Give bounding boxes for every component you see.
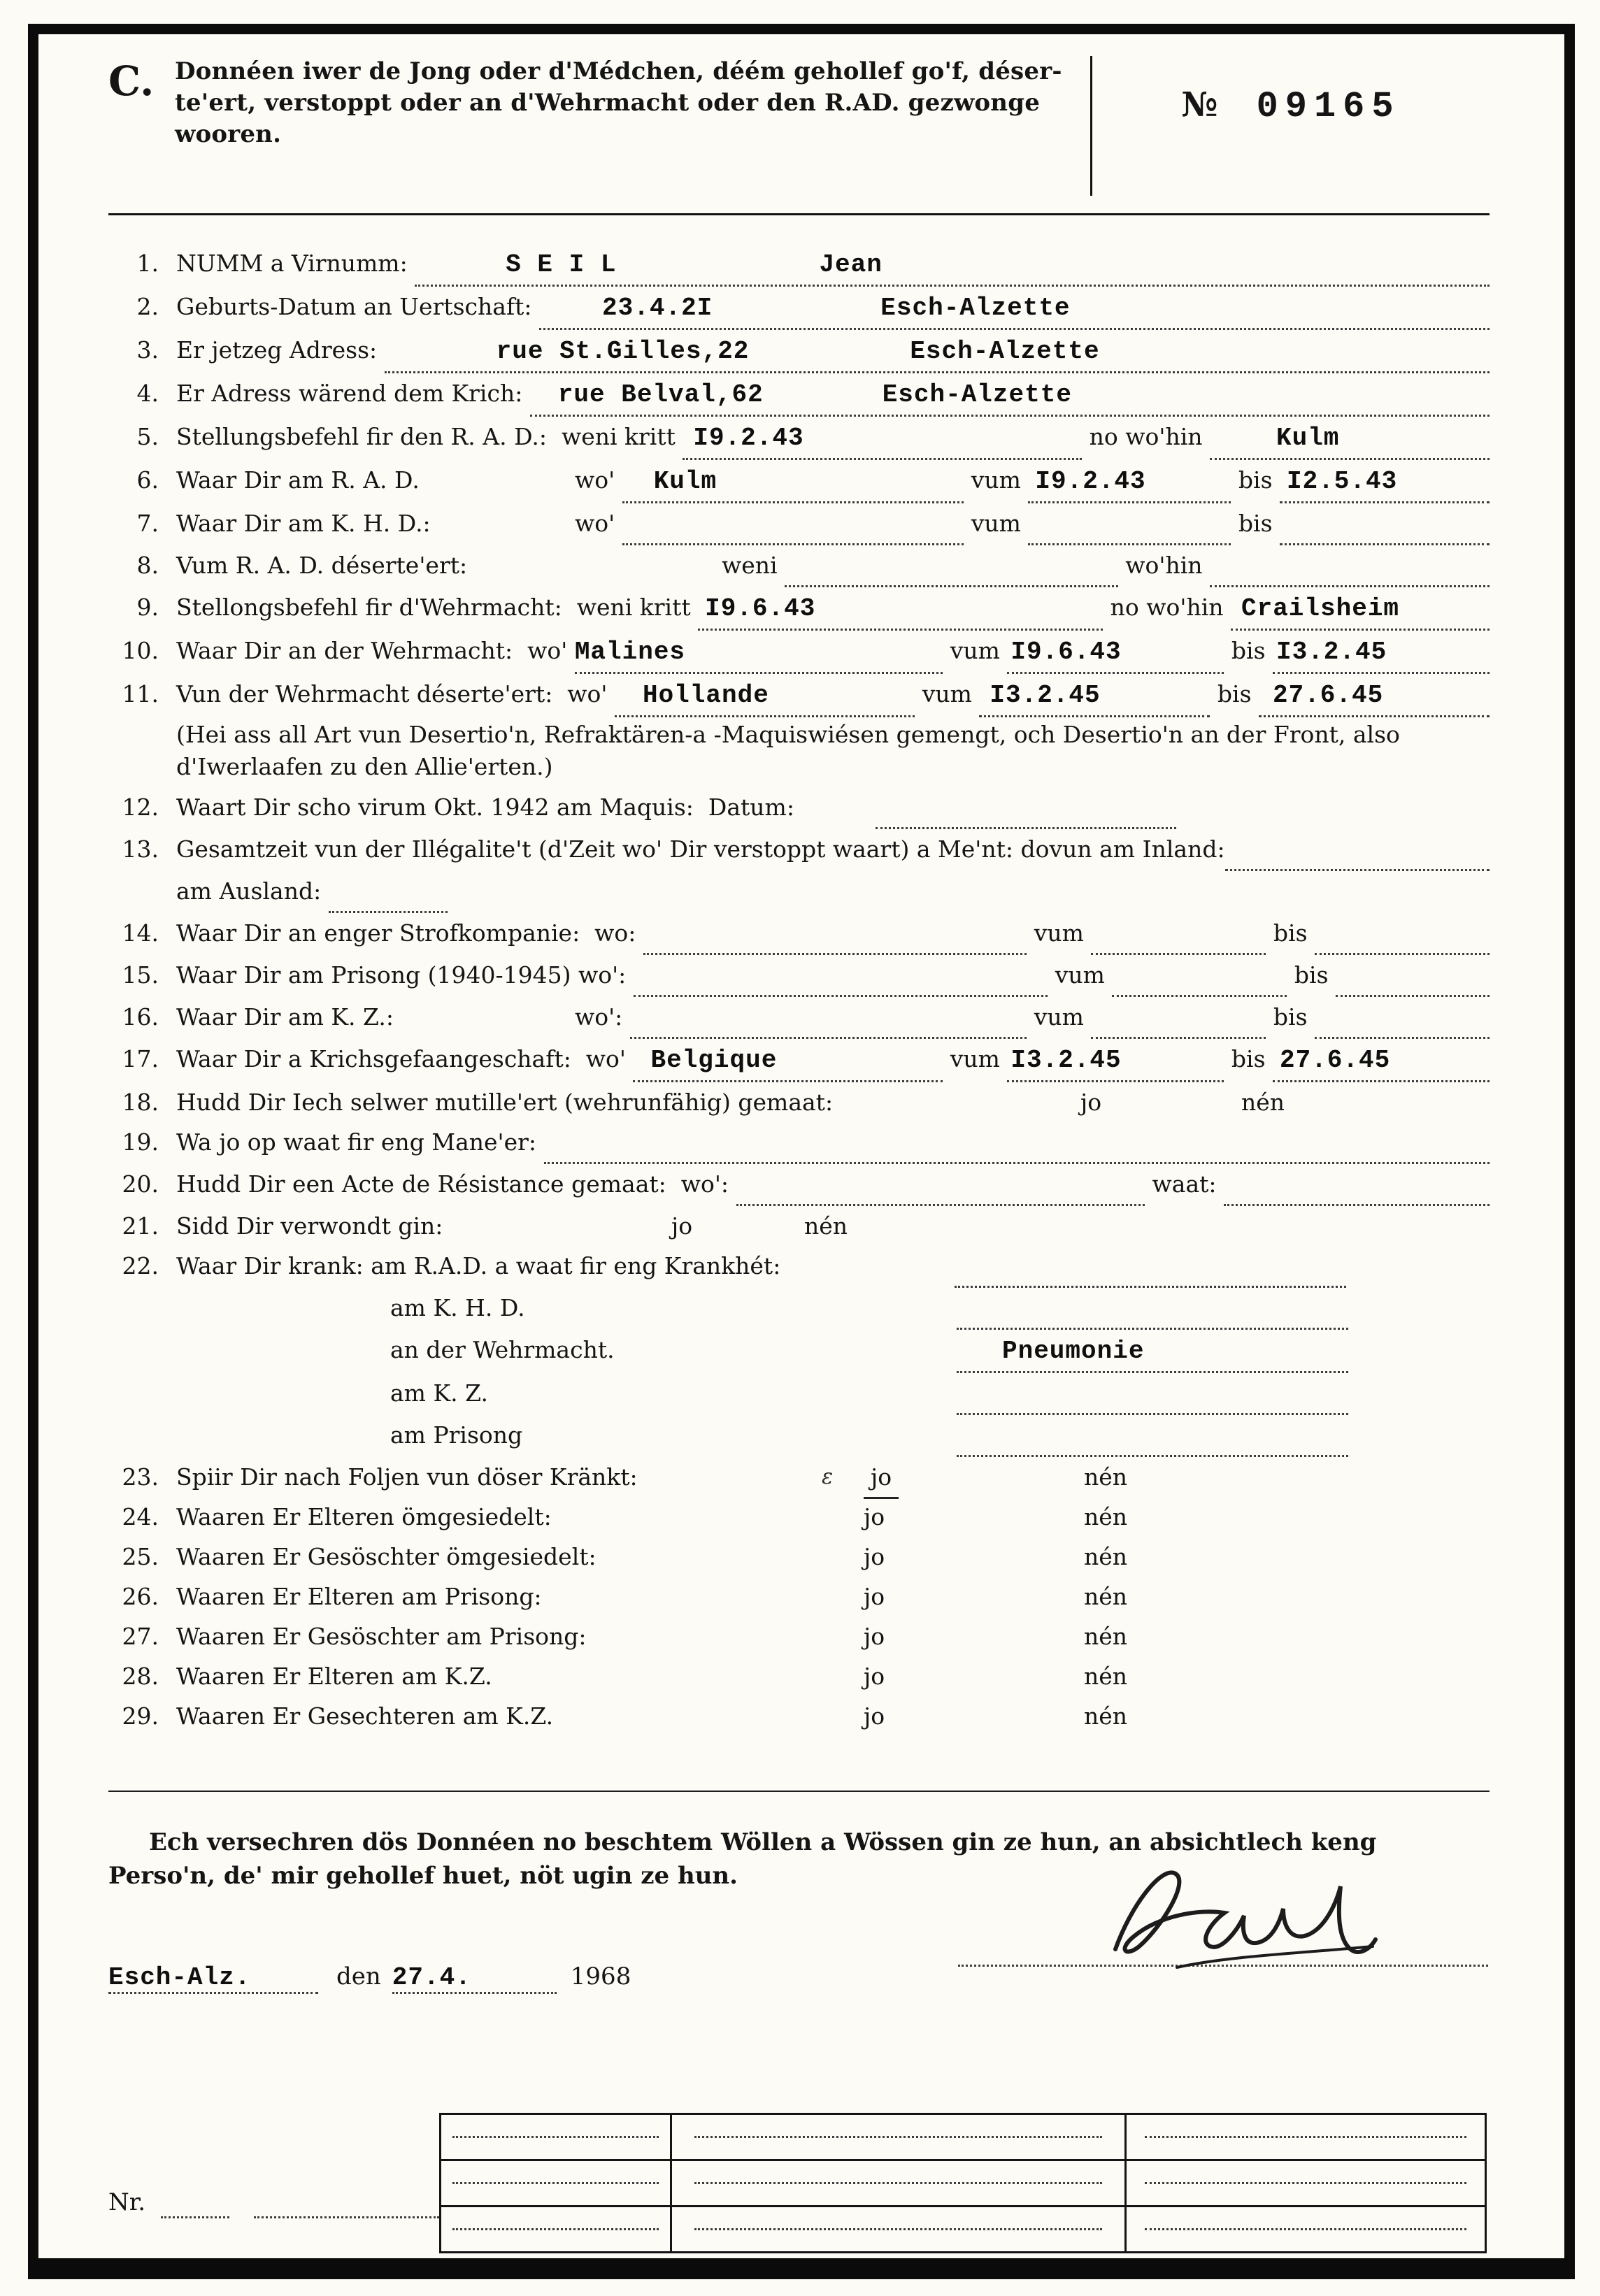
item-number: 6. — [136, 466, 159, 494]
dotted-field — [698, 587, 1103, 631]
nr-field-long — [254, 2188, 439, 2218]
item-22 — [108, 1246, 1490, 1288]
field-label: Waart Dir scho virum Okt. 1942 am Maquis: Datum: — [176, 794, 802, 821]
field-label: vum — [915, 680, 980, 708]
dotted-field — [539, 287, 1490, 330]
item-26 — [108, 1577, 1490, 1616]
option-jo: jo — [864, 1702, 885, 1730]
item-4 — [108, 373, 1490, 417]
item-number: 13. — [122, 835, 159, 863]
dotted-field — [1273, 1039, 1490, 1082]
typed-entry: 27.6.45 — [1280, 1046, 1391, 1075]
dotted-field — [957, 1415, 1348, 1457]
typed-entry: Kulm — [653, 467, 717, 496]
field-label: vum — [943, 1045, 1008, 1072]
item-number: 12. — [122, 794, 159, 821]
field-label: waat: — [1145, 1170, 1224, 1198]
field-label: wo': — [575, 1003, 630, 1031]
dotted-field — [1007, 1039, 1224, 1082]
item-number: 17. — [122, 1045, 159, 1072]
item-29 — [108, 1696, 1490, 1736]
item-number: 20. — [122, 1170, 159, 1198]
item-12 — [108, 787, 1490, 829]
signature-area — [958, 1811, 1488, 1967]
dotted-field — [1224, 1164, 1490, 1206]
option-nen: nén — [1084, 1583, 1128, 1610]
option-jo: jo — [1080, 1089, 1102, 1116]
field-label: vum — [943, 637, 1008, 664]
item-13-ausland — [108, 871, 1490, 913]
intro-line: wooren. — [175, 120, 282, 148]
dotted-line — [1145, 2136, 1467, 2138]
field-label: Vun der Wehrmacht déserte'ert: wo' — [176, 680, 615, 708]
table-cell — [1127, 2115, 1487, 2161]
dotted-field — [1315, 997, 1490, 1039]
dotted-field — [615, 674, 915, 717]
field-label: am Prisong — [390, 1421, 523, 1449]
nr-field-short — [161, 2188, 229, 2218]
field-label: Stellungsbefehl fir den R. A. D.: weni kritt — [176, 423, 683, 450]
table-cell — [441, 2115, 672, 2161]
section-divider-rule — [108, 1791, 1490, 1792]
item-10 — [108, 631, 1490, 674]
dotted-line — [694, 2136, 1101, 2138]
field-label: bis — [1224, 1045, 1273, 1072]
option-nen: nén — [1084, 1702, 1128, 1730]
option-nen: nén — [1084, 1623, 1128, 1650]
dotted-field — [736, 1164, 1145, 1206]
typed-entry: I2.5.43 — [1287, 467, 1398, 496]
dotted-line — [452, 2136, 658, 2138]
typed-entry: Belgique — [650, 1046, 778, 1075]
option-nen: nén — [1241, 1089, 1285, 1116]
dotted-field — [955, 1246, 1346, 1288]
table-cell — [441, 2161, 672, 2207]
field-label: Wa jo op waat fir eng Mane'er: — [176, 1128, 544, 1156]
field-label: Waaren Er Gesechteren am K.Z. — [176, 1702, 554, 1730]
item-13 — [108, 829, 1490, 871]
bottom-table — [439, 2113, 1487, 2253]
field-label: Waar Dir am K. H. D.: — [176, 510, 431, 537]
field-label: bis — [1224, 637, 1273, 664]
typed-entry: Jean — [819, 250, 883, 279]
item-number: 14. — [122, 919, 159, 947]
field-label: vum — [1027, 919, 1092, 947]
dotted-line — [1145, 2228, 1467, 2230]
field-label: Vum R. A. D. déserte'ert: — [176, 552, 468, 579]
item-number: 19. — [122, 1128, 159, 1156]
item-8 — [108, 545, 1490, 587]
nr-line — [108, 2113, 439, 2218]
dotted-field — [1210, 545, 1490, 587]
item-number: 25. — [122, 1543, 159, 1570]
item-17 — [108, 1039, 1490, 1082]
dotted-field — [1028, 460, 1231, 503]
field-label: vum — [1048, 961, 1113, 989]
form-rows — [108, 243, 1490, 1736]
field-label: an der Wehrmacht. — [390, 1336, 615, 1363]
field-label: Waar Dir am K. Z.: — [176, 1003, 394, 1031]
field-label: Waar Dir am Prisong (1940-1945) wo': — [176, 961, 634, 989]
field-label: bis — [1210, 680, 1259, 708]
intro-line: te'ert, verstoppt oder an d'Wehrmacht oder den R.AD. gezwonge — [175, 89, 1041, 117]
item-22-prisong — [108, 1415, 1490, 1457]
option-jo: jo — [864, 1457, 899, 1499]
field-label: Hudd Dir Iech selwer mutille'ert (wehrunfähig) gemaat: — [176, 1089, 834, 1116]
dotted-field — [643, 913, 1027, 955]
dotted-line — [452, 2182, 658, 2184]
dotted-field — [622, 460, 964, 503]
field-label: Gesamtzeit vun der Illégalite't (d'Zeit wo' Dir verstoppt waart) a Me'nt: dovun am Inland: — [176, 835, 1225, 863]
item-number: 26. — [122, 1583, 159, 1610]
typed-entry: Esch-Alzette — [882, 380, 1072, 409]
item-27 — [108, 1616, 1490, 1656]
typed-entry: Malines — [574, 638, 686, 666]
item-number: 27. — [122, 1623, 159, 1650]
field-label: bis — [1287, 961, 1336, 989]
typed-entry: I9.2.43 — [1035, 467, 1146, 496]
item-number: 7. — [136, 510, 159, 537]
option-jo: jo — [864, 1663, 885, 1690]
header-rule — [108, 213, 1490, 215]
field-label: Er Adress wärend dem Krich: — [176, 380, 530, 407]
date-field — [392, 1963, 557, 1994]
item-number: 4. — [136, 380, 159, 407]
item-number: 1. — [136, 250, 159, 277]
field-label: Waaren Er Elteren ömgesiedelt: — [176, 1503, 552, 1530]
signature — [1094, 1844, 1388, 1984]
field-label: bis — [1231, 510, 1280, 537]
item-number: 22. — [122, 1252, 159, 1279]
dotted-line — [694, 2182, 1101, 2184]
field-label: Geburts-Datum an Uertschaft: — [176, 293, 540, 320]
field-label: Waar Dir an enger Strofkompanie: wo: — [176, 919, 643, 947]
item-6 — [108, 460, 1490, 503]
dotted-field — [1007, 631, 1224, 674]
option-nen: nén — [1084, 1543, 1128, 1570]
dotted-line — [452, 2228, 658, 2230]
typed-entry: Kulm — [1276, 424, 1340, 452]
item-9 — [108, 587, 1490, 631]
table-cell — [1127, 2207, 1487, 2253]
item-11-note — [108, 717, 1490, 787]
header-intro — [175, 56, 1080, 150]
option-nen: nén — [804, 1212, 848, 1240]
form-header — [108, 56, 1490, 199]
dotted-line — [694, 2228, 1101, 2230]
item-15 — [108, 955, 1490, 997]
field-label: Stellongsbefehl fir d'Wehrmacht: weni kritt — [176, 594, 699, 621]
typed-entry: rue St.Gilles,22 — [496, 337, 750, 366]
option-jo: jo — [864, 1623, 885, 1650]
dotted-field — [622, 503, 964, 545]
field-label: am K. H. D. — [390, 1294, 525, 1321]
item-23 — [108, 1457, 1490, 1497]
field-label: bis — [1231, 466, 1280, 494]
item-number: 3. — [136, 336, 159, 364]
declaration-line-2: Perso'n, de' mir gehollef huet, nöt ugin ze hun. — [108, 1862, 738, 1890]
item-5 — [108, 417, 1490, 460]
field-label: weni — [722, 552, 785, 579]
typed-entry: Pneumonie — [1002, 1337, 1145, 1365]
numero-sign: № — [1181, 85, 1218, 124]
item-number: 28. — [122, 1663, 159, 1690]
dotted-field — [329, 871, 448, 913]
table-cell — [672, 2161, 1127, 2207]
table-cell — [441, 2207, 672, 2253]
dotted-field — [1210, 417, 1490, 460]
section-letter: C. — [108, 57, 155, 105]
field-label: vum — [964, 510, 1029, 537]
dotted-field — [785, 545, 1118, 587]
option-jo: jo — [864, 1543, 885, 1570]
typed-entry: I9.6.43 — [1010, 638, 1122, 666]
item-number: 5. — [136, 423, 159, 450]
dotted-line — [1145, 2182, 1467, 2184]
item-28 — [108, 1656, 1490, 1696]
typed-entry: rue Belval,62 — [557, 380, 764, 409]
dotted-field — [1273, 631, 1490, 674]
field-label: Er jetzeg Adress: — [176, 336, 385, 364]
item-22-khd — [108, 1288, 1490, 1330]
item-14 — [108, 913, 1490, 955]
form-number-value: 09165 — [1256, 86, 1401, 127]
dotted-field — [1091, 997, 1266, 1039]
dotted-field — [530, 373, 1490, 417]
typed-place: Esch-Alz. — [108, 1963, 251, 1992]
typed-entry: Crailsheim — [1241, 594, 1400, 623]
item-number: 29. — [122, 1702, 159, 1730]
dotted-field — [1225, 829, 1490, 871]
typed-entry: 23.4.2I — [602, 294, 713, 322]
bottom-section — [108, 2113, 1490, 2253]
dotted-field — [957, 1288, 1348, 1330]
field-label: wo'hin — [1117, 552, 1210, 579]
year-label: 1968 — [570, 1963, 631, 1990]
field-label: Hudd Dir een Acte de Résistance gemaat: wo': — [176, 1170, 736, 1198]
item-22-wehrmacht — [108, 1330, 1490, 1373]
dotted-field — [630, 997, 1027, 1039]
dotted-field — [979, 674, 1210, 717]
field-label: NUMM a Virnumm: — [176, 250, 415, 277]
field-label: Waar Dir am R. A. D. — [176, 466, 420, 494]
option-jo: jo — [864, 1503, 885, 1530]
hand-mark: ε — [822, 1465, 834, 1489]
item-number: 16. — [122, 1003, 159, 1031]
dotted-field — [1280, 460, 1490, 503]
item-number: 23. — [122, 1463, 159, 1491]
typed-entry: I9.6.43 — [705, 594, 816, 623]
field-label: wo' — [575, 466, 622, 494]
item-19 — [108, 1122, 1490, 1164]
place-field — [108, 1963, 318, 1994]
item-number: 2. — [136, 293, 159, 320]
dotted-field — [957, 1330, 1348, 1373]
option-nen: nén — [1084, 1463, 1128, 1491]
item-22-kz — [108, 1373, 1490, 1415]
option-jo: jo — [864, 1583, 885, 1610]
field-label: (Hei ass all Art vun Desertio'n, Refraktären-a -Maquiswiésen gemengt, och Desertio'n an der Front, also d'Iwerlaafen zu den Allie'erten.) — [176, 721, 1400, 780]
field-label: Waaren Er Elteren am Prisong: — [176, 1583, 542, 1610]
table-cell — [1127, 2161, 1487, 2207]
dotted-field — [683, 417, 1082, 460]
dotted-field — [1315, 913, 1490, 955]
item-2 — [108, 287, 1490, 330]
item-number: 9. — [136, 594, 159, 621]
table-cell — [672, 2115, 1127, 2161]
item-number: 8. — [136, 552, 159, 579]
item-number: 18. — [122, 1089, 159, 1116]
dotted-field — [544, 1122, 1490, 1164]
option-nen: nén — [1084, 1503, 1128, 1530]
field-label: Spiir Dir nach Foljen vun döser Kränkt: — [176, 1463, 638, 1491]
dotted-field — [1091, 913, 1266, 955]
item-11 — [108, 674, 1490, 717]
item-number: 11. — [122, 680, 159, 708]
typed-entry: I3.2.45 — [1276, 638, 1387, 666]
dotted-field — [415, 243, 1490, 287]
typed-entry: Hollande — [642, 681, 769, 710]
item-number: 24. — [122, 1503, 159, 1530]
field-label: Waaren Er Elteren am K.Z. — [176, 1663, 492, 1690]
field-label: vum — [964, 466, 1029, 494]
field-label: Waar Dir a Krichsgefaangeschaft: wo' — [176, 1045, 634, 1072]
dotted-field — [634, 955, 1048, 997]
item-20 — [108, 1164, 1490, 1206]
page-content — [108, 56, 1490, 1994]
typed-entry: Esch-Alzette — [910, 337, 1100, 366]
dotted-field — [575, 631, 943, 674]
field-label: Waaren Er Gesöschter am Prisong: — [176, 1623, 587, 1650]
dotted-field — [1231, 587, 1490, 631]
dotted-field — [1028, 503, 1231, 545]
field-label: bis — [1266, 1003, 1315, 1031]
dotted-field — [1336, 955, 1490, 997]
field-label: no wo'hin — [1103, 594, 1231, 621]
typed-entry: 27.6.45 — [1273, 681, 1384, 710]
item-number: 15. — [122, 961, 159, 989]
field-label: vum — [1027, 1003, 1092, 1031]
dotted-field — [1280, 503, 1490, 545]
option-nen: nén — [1084, 1663, 1128, 1690]
item-18 — [108, 1082, 1490, 1122]
typed-entry: I9.2.43 — [693, 424, 804, 452]
dotted-field — [957, 1373, 1348, 1415]
typed-date: 27.4. — [392, 1963, 471, 1992]
item-number: 10. — [122, 637, 159, 664]
item-3 — [108, 330, 1490, 373]
nr-label: Nr. — [108, 2188, 146, 2216]
intro-line: Donnéen iwer de Jong oder d'Médchen, déém gehollef go'f, déser- — [175, 57, 1062, 85]
item-16 — [108, 997, 1490, 1039]
dotted-field — [1259, 674, 1490, 717]
typed-entry: Esch-Alzette — [880, 294, 1071, 322]
declaration-line-1: Ech versechren dös Donnéen no beschtem Wöllen a Wössen gin ze hun, an absichtlech keng — [149, 1828, 1377, 1856]
field-label: no wo'hin — [1082, 423, 1210, 450]
dotted-field — [1112, 955, 1287, 997]
item-25 — [108, 1537, 1490, 1577]
typed-entry: S E I L — [506, 250, 617, 279]
field-label: wo' — [575, 510, 622, 537]
item-number: 21. — [122, 1212, 159, 1240]
field-label: Sidd Dir verwondt gin: — [176, 1212, 443, 1240]
dotted-field — [876, 787, 1176, 829]
field-label: am K. Z. — [390, 1379, 488, 1407]
dotted-field — [633, 1039, 943, 1082]
item-7 — [108, 503, 1490, 545]
dotted-field — [385, 330, 1490, 373]
option-jo: jo — [671, 1212, 693, 1240]
table-cell — [672, 2207, 1127, 2253]
field-label: bis — [1266, 919, 1315, 947]
field-label: Waaren Er Gesöschter ömgesiedelt: — [176, 1543, 597, 1570]
item-1 — [108, 243, 1490, 287]
den-label: den — [336, 1963, 381, 1990]
typed-entry: I3.2.45 — [1010, 1046, 1122, 1075]
form-number — [1092, 56, 1490, 127]
field-label: am Ausland: — [176, 877, 329, 905]
typed-entry: I3.2.45 — [990, 681, 1101, 710]
item-21 — [108, 1206, 1490, 1246]
field-label: Waar Dir an der Wehrmacht: wo' — [176, 637, 575, 664]
field-label: Waar Dir krank: am R.A.D. a waat fir eng Krankhét: — [176, 1252, 788, 1279]
item-24 — [108, 1497, 1490, 1537]
